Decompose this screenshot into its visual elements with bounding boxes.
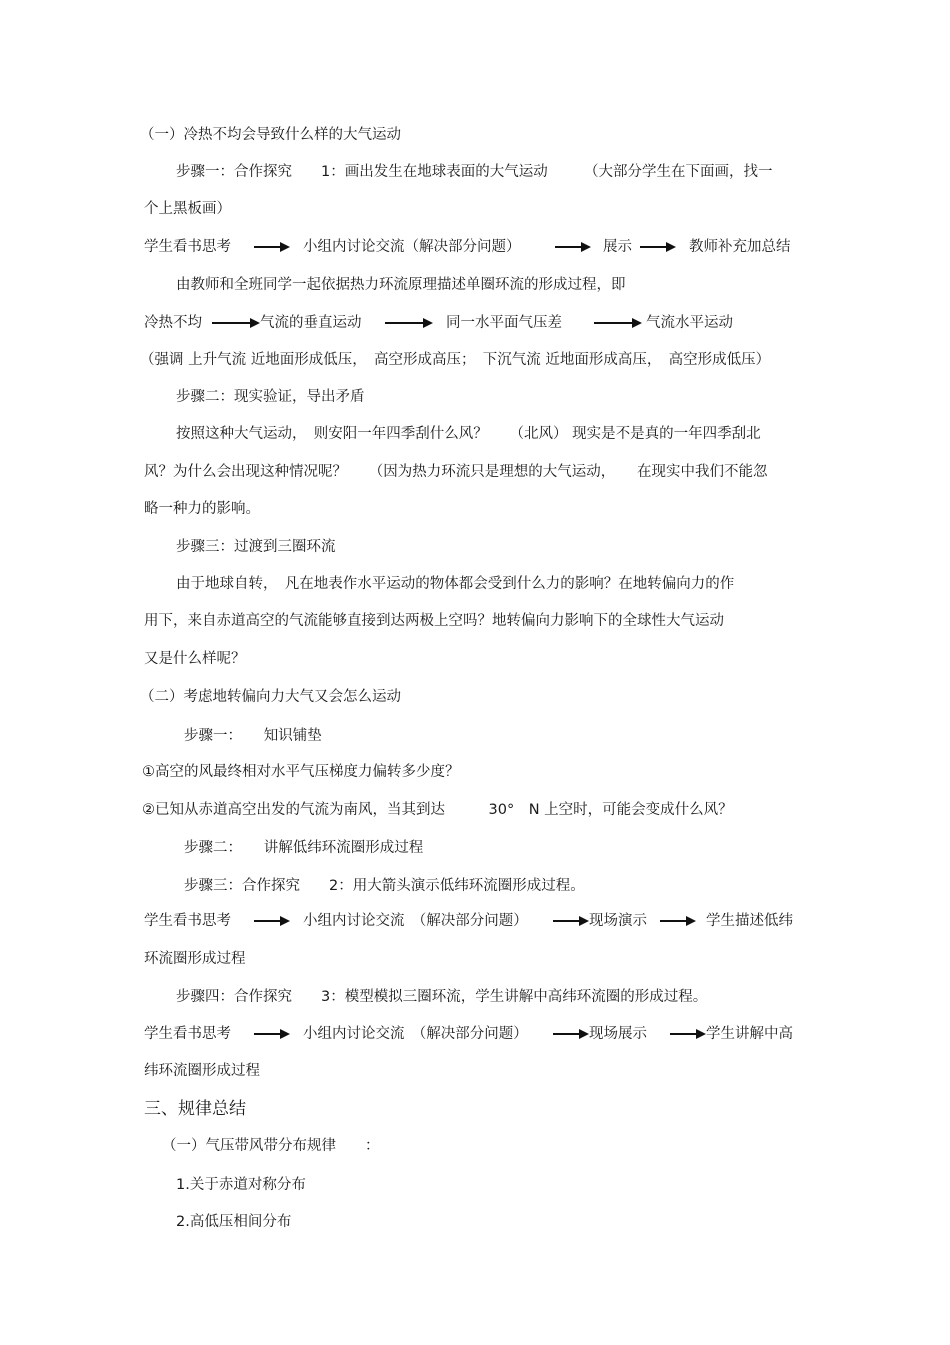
step-heading: 步骤四：合作探究 3：模型模拟三圈环流，学生讲解中高纬环流圈的形成过程。 (176, 989, 708, 1005)
step-text: 步骤一：合作探究 1：画出发生在地球表面的大气运动 （大部分学生在下面画，找一 (176, 164, 773, 180)
flow-step: 冷热不均 (144, 315, 202, 331)
arrow-right-icon (254, 1028, 290, 1040)
list-item: 2.高低压相间分布 (176, 1214, 292, 1230)
arrow-right-icon (670, 1028, 706, 1040)
step-heading: 步骤二：现实验证，导出矛盾 (176, 389, 365, 405)
step-heading: 步骤二： 讲解低纬环流圈形成过程 (184, 840, 424, 856)
paragraph: 又是什么样呢？ (144, 651, 246, 667)
arrow-right-icon (385, 317, 433, 329)
flow-step: 小组内讨论交流 （解决部分问题） (303, 1026, 528, 1042)
flow-step: 小组内讨论交流（解决部分问题） (303, 239, 521, 255)
arrow-right-icon (212, 317, 260, 329)
flow-step: 学生看书思考 (144, 239, 231, 255)
arrow-right-icon (660, 915, 696, 927)
arrow-right-icon (254, 241, 290, 253)
list-item: 1.关于赤道对称分布 (176, 1177, 306, 1193)
section-heading-2: （二）考虑地转偏向力大气又会怎么运动 (140, 689, 401, 705)
arrow-right-icon (254, 915, 290, 927)
flow-step: 学生看书思考 (144, 1026, 231, 1042)
section-heading-1: （一）冷热不均会导致什么样的大气运动 (140, 127, 401, 143)
paragraph: 略一种力的影响。 (144, 501, 260, 517)
arrow-right-icon (594, 317, 642, 329)
note-text: （强调 上升气流 近地面形成低压， 高空形成高压； 下沉气流 近地面形成高压， 高空形成低压） (140, 352, 771, 368)
paragraph: 由于地球自转， 凡在地表作水平运动的物体都会受到什么力的影响？在地转偏向力的作 (176, 576, 735, 592)
flow-step: 同一水平面气压差 (446, 315, 562, 331)
paragraph: 环流圈形成过程 (144, 951, 246, 967)
paragraph: 用下，来自赤道高空的气流能够直接到达两极上空吗？地转偏向力影响下的全球性大气运动 (144, 613, 724, 629)
arrow-right-icon (555, 241, 591, 253)
arrow-right-icon (553, 915, 589, 927)
flow-step: 展示 (603, 239, 632, 255)
flow-step: 气流的垂直运动 (260, 315, 362, 331)
paragraph: 风？为什么会出现这种情况呢？ （因为热力环流只是理想的大气运动， 在现实中我们不能忽 (144, 464, 768, 480)
step-text-cont: 个上黑板画） (144, 201, 231, 217)
step-heading: 步骤一： 知识铺垫 (184, 728, 322, 744)
section-heading-3: 三、规律总结 (144, 1099, 246, 1119)
flow-step: 学生看书思考 (144, 913, 231, 929)
flow-step: 现场展示 (589, 1026, 647, 1042)
paragraph: 按照这种大气运动， 则安阳一年四季刮什么风？ （北风） 现实是不是真的一年四季刮北 (176, 426, 761, 442)
arrow-right-icon (640, 241, 676, 253)
paragraph: 由教师和全班同学一起依据热力环流原理描述单圈环流的形成过程，即 (176, 277, 626, 293)
flow-step: 教师补充加总结 (689, 239, 791, 255)
question: ②已知从赤道高空出发的气流为南风，当其到达 30° N 上空时，可能会变成什么风？ (142, 802, 733, 818)
flow-step: 现场演示 (589, 913, 647, 929)
flow-step: 学生描述低纬 (706, 913, 793, 929)
arrow-right-icon (553, 1028, 589, 1040)
step-heading: 步骤三：过渡到三圈环流 (176, 539, 336, 555)
paragraph: 纬环流圈形成过程 (144, 1063, 260, 1079)
flow-step: 气流水平运动 (646, 315, 733, 331)
subsection-heading: （一）气压带风带分布规律 ： (162, 1138, 380, 1154)
step-heading: 步骤三：合作探究 2：用大箭头演示低纬环流圈形成过程。 (184, 878, 585, 894)
flow-step: 小组内讨论交流 （解决部分问题） (303, 913, 528, 929)
flow-step: 学生讲解中高 (706, 1026, 793, 1042)
question: ①高空的风最终相对水平气压梯度力偏转多少度？ (142, 764, 460, 780)
